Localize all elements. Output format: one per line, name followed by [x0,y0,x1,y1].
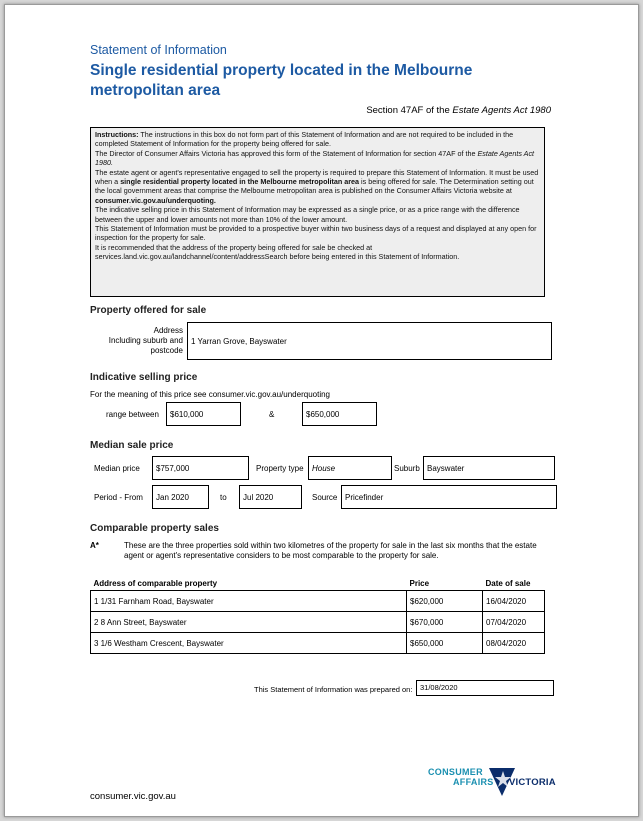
instructions-text-3a: The estate agent or agent's representative engaged to sell the property is required to prepare this Statement of Information. It must be used when a [95,167,539,187]
comparable-address-cell[interactable]: 1 1/31 Farnham Road, Bayswater [91,591,407,612]
source-field[interactable]: Pricefinder [341,485,557,509]
instructions-p4: The indicative selling price in this Statement of Information may be expressed as a single price, or as a price range with the difference between the upper and lower amounts not more than 10% of the lower amount. [95,205,520,224]
comparable-marker: A* [90,541,99,550]
address-label-line1: Address [153,326,183,335]
comparable-date-cell[interactable]: 08/04/2020 [483,633,545,654]
price-low-field[interactable]: $610,000 [166,402,241,426]
property-type-label: Property type [256,464,304,473]
instructions-heading: Instructions: [95,130,139,139]
property-heading: Property offered for sale [90,305,207,316]
median-price-field[interactable]: $757,000 [152,456,249,480]
range-label: range between [106,410,159,419]
instructions-p3 [95,168,540,206]
document-title-line1: Single residential property located in the Melbourne [90,62,473,79]
source-label: Source [312,493,338,502]
property-type-field[interactable]: House [308,456,392,480]
underquoting-link[interactable]: consumer.vic.gov.au/underquoting. [95,195,216,205]
logo-text-affairs: AFFAIRS [453,777,494,787]
address-label-line3: postcode [150,346,183,355]
logo-text-consumer: CONSUMER [428,767,483,777]
comparable-table-header [91,576,545,591]
instructions-p6: It is recommended that the address of the property being offered for sale be checked at services.land.vic.gov.au/landchannel/content/addressSearch before being entered in this Statement of Information. [95,242,460,262]
period-label: Period - From [94,493,143,502]
table-row [91,591,545,612]
comparable-price-cell[interactable]: $650,000 [407,633,483,654]
median-heading: Median sale price [90,440,174,451]
comparable-price-cell[interactable]: $670,000 [407,612,483,633]
section-reference [366,105,551,116]
instructions-text-3b: single residential property located in the Melbourne metropolitan area [120,177,360,187]
comparable-address-cell[interactable]: 3 1/6 Westham Crescent, Bayswater [91,633,407,654]
instructions-text-2a: The Director of Consumer Affairs Victoria has approved this form of the Statement of Information for section 47AF of the [95,148,478,158]
section-reference-prefix: Section 47AF of the [366,105,453,116]
section-reference-act: Estate Agents Act 1980 [452,105,551,116]
document-title-line2: metropolitan area [90,82,221,99]
comparable-heading: Comparable property sales [90,523,219,534]
period-to-field[interactable]: Jul 2020 [239,485,302,509]
comparable-date-cell[interactable]: 16/04/2020 [483,591,545,612]
consumer-affairs-logo [425,765,560,805]
column-header-address: Address of comparable property [93,578,218,588]
address-field[interactable]: 1 Yarran Grove, Bayswater [187,322,552,360]
column-header-date: Date of sale [485,578,531,588]
instructions-box [90,127,545,297]
price-high-field[interactable]: $650,000 [302,402,377,426]
address-label [63,326,183,356]
instructions-text-2b: Estate Agents Act 1980. [95,148,535,168]
table-row [91,633,545,654]
median-price-label: Median price [94,464,140,473]
comparable-price-cell[interactable]: $620,000 [407,591,483,612]
address-label-line2: Including suburb and [108,336,183,345]
range-ampersand: & [269,410,275,419]
period-to-label: to [220,493,227,502]
document-page [4,4,639,817]
comparable-address-cell[interactable]: 2 8 Ann Street, Bayswater [91,612,407,633]
period-from-field[interactable]: Jan 2020 [152,485,209,509]
instructions-p1 [95,130,540,149]
indicative-note: For the meaning of this price see consumer.vic.gov.au/underquoting [90,390,330,399]
instructions-p2 [95,149,540,168]
prepared-label: This Statement of Information was prepared on: [254,685,413,694]
logo-text-victoria: VICTORIA [509,777,556,788]
instructions-text-3c: is being offered for sale. The Determination setting out the local government areas that comprise the Melbourne metropolitan area is published on the Consumer Affairs Victoria website at [95,177,534,196]
instructions-p5: This Statement of Information must be provided to a prospective buyer within two business days of a request and displayed at any open for inspection for the property for sale. [95,224,537,243]
table-row [91,612,545,633]
comparable-table [90,576,545,654]
suburb-label: Suburb [394,464,420,473]
instructions-text-1: The instructions in this box do not form part of this Statement of Information and are not required to be included in the completed Statement of Information for the property being offered for sale. [95,130,514,149]
comparable-date-cell[interactable]: 07/04/2020 [483,612,545,633]
footer-website[interactable]: consumer.vic.gov.au [90,791,176,802]
document-title [90,61,472,101]
prepared-date-field[interactable]: 31/08/2020 [416,680,554,696]
document-subtitle: Statement of Information [90,43,227,57]
indicative-heading: Indicative selling price [90,372,198,383]
comparable-description: These are the three properties sold within two kilometres of the property for sale in the last six months that the estate agent or agent's representative considers to be most comparable to the property for sale. [124,541,537,560]
column-header-price: Price [409,578,430,588]
suburb-field[interactable]: Bayswater [423,456,555,480]
